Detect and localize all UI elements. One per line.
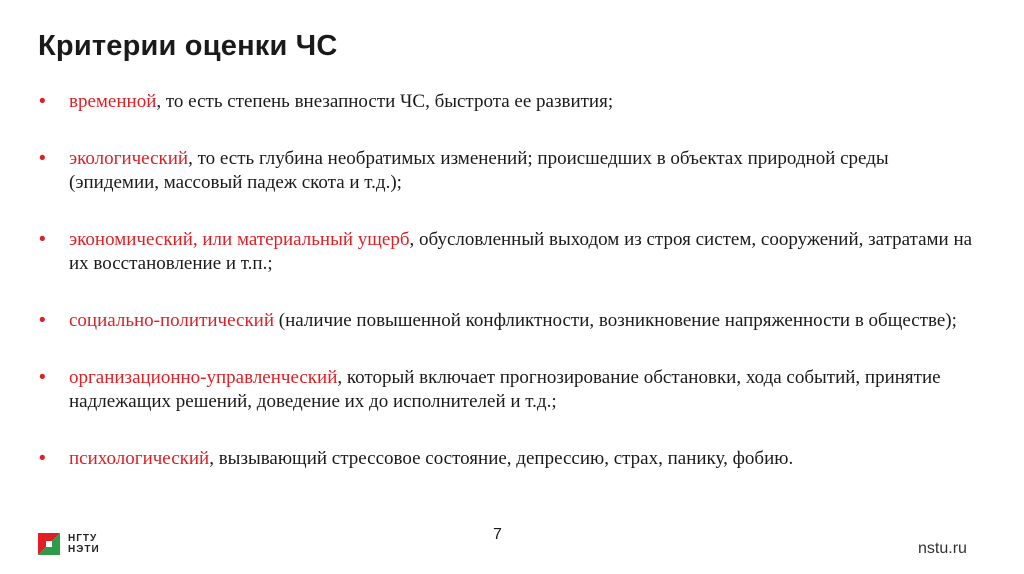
term-highlight: экологический bbox=[69, 148, 189, 169]
bullet-icon: • bbox=[39, 91, 46, 112]
item-text: , то есть степень внезапности ЧС, быстрота ее развития; bbox=[156, 91, 614, 112]
bullet-icon: • bbox=[39, 448, 46, 469]
bullet-icon: • bbox=[39, 367, 46, 388]
list-item-organizational bbox=[38, 366, 978, 414]
list-item-psychological bbox=[38, 447, 978, 471]
term-highlight: временной bbox=[69, 91, 157, 112]
logo-text bbox=[68, 533, 148, 555]
term-highlight: организационно-управленческий bbox=[69, 367, 338, 388]
item-text: , который включает прогнозирование обстановки, хода событий, принятие надлежащих решений, доведение их до исполнителей и т.д.; bbox=[69, 367, 941, 412]
item-text: (наличие повышенной конфликтности, возникновение напряженности в обществе); bbox=[274, 310, 957, 331]
site-url: nstu.ru bbox=[918, 540, 967, 557]
list-item-ecological bbox=[38, 147, 978, 195]
bullet-icon: • bbox=[39, 148, 46, 169]
term-highlight: социально-политический bbox=[69, 310, 275, 331]
term-highlight: психологический bbox=[69, 448, 210, 469]
list-item-economic bbox=[38, 228, 978, 276]
list-item-temporal bbox=[38, 90, 978, 114]
logo-line-1: НГТУ bbox=[68, 533, 98, 544]
criteria-list bbox=[38, 90, 978, 504]
item-text: , вызывающий стрессовое состояние, депрессию, страх, панику, фобию. bbox=[209, 448, 794, 469]
ngtu-logo bbox=[38, 533, 148, 559]
slide-title: Критерии оценки ЧС bbox=[38, 30, 338, 62]
bullet-icon: • bbox=[39, 229, 46, 250]
item-text: , обусловленный выходом из строя систем, сооружений, затратами на их восстановление и т.п.; bbox=[69, 229, 973, 274]
logo-line-2: НЭТИ bbox=[68, 544, 100, 555]
list-item-socio-political bbox=[38, 309, 978, 333]
bullet-icon: • bbox=[39, 310, 46, 331]
page-number: 7 bbox=[493, 526, 502, 543]
ngtu-logo-icon bbox=[38, 533, 60, 555]
term-highlight: экономический, или материальный ущерб bbox=[69, 229, 410, 250]
item-text: , то есть глубина необратимых изменений; происшедших в объектах природной среды (эпидемии, массовый падеж скота и т.д.); bbox=[69, 148, 889, 193]
